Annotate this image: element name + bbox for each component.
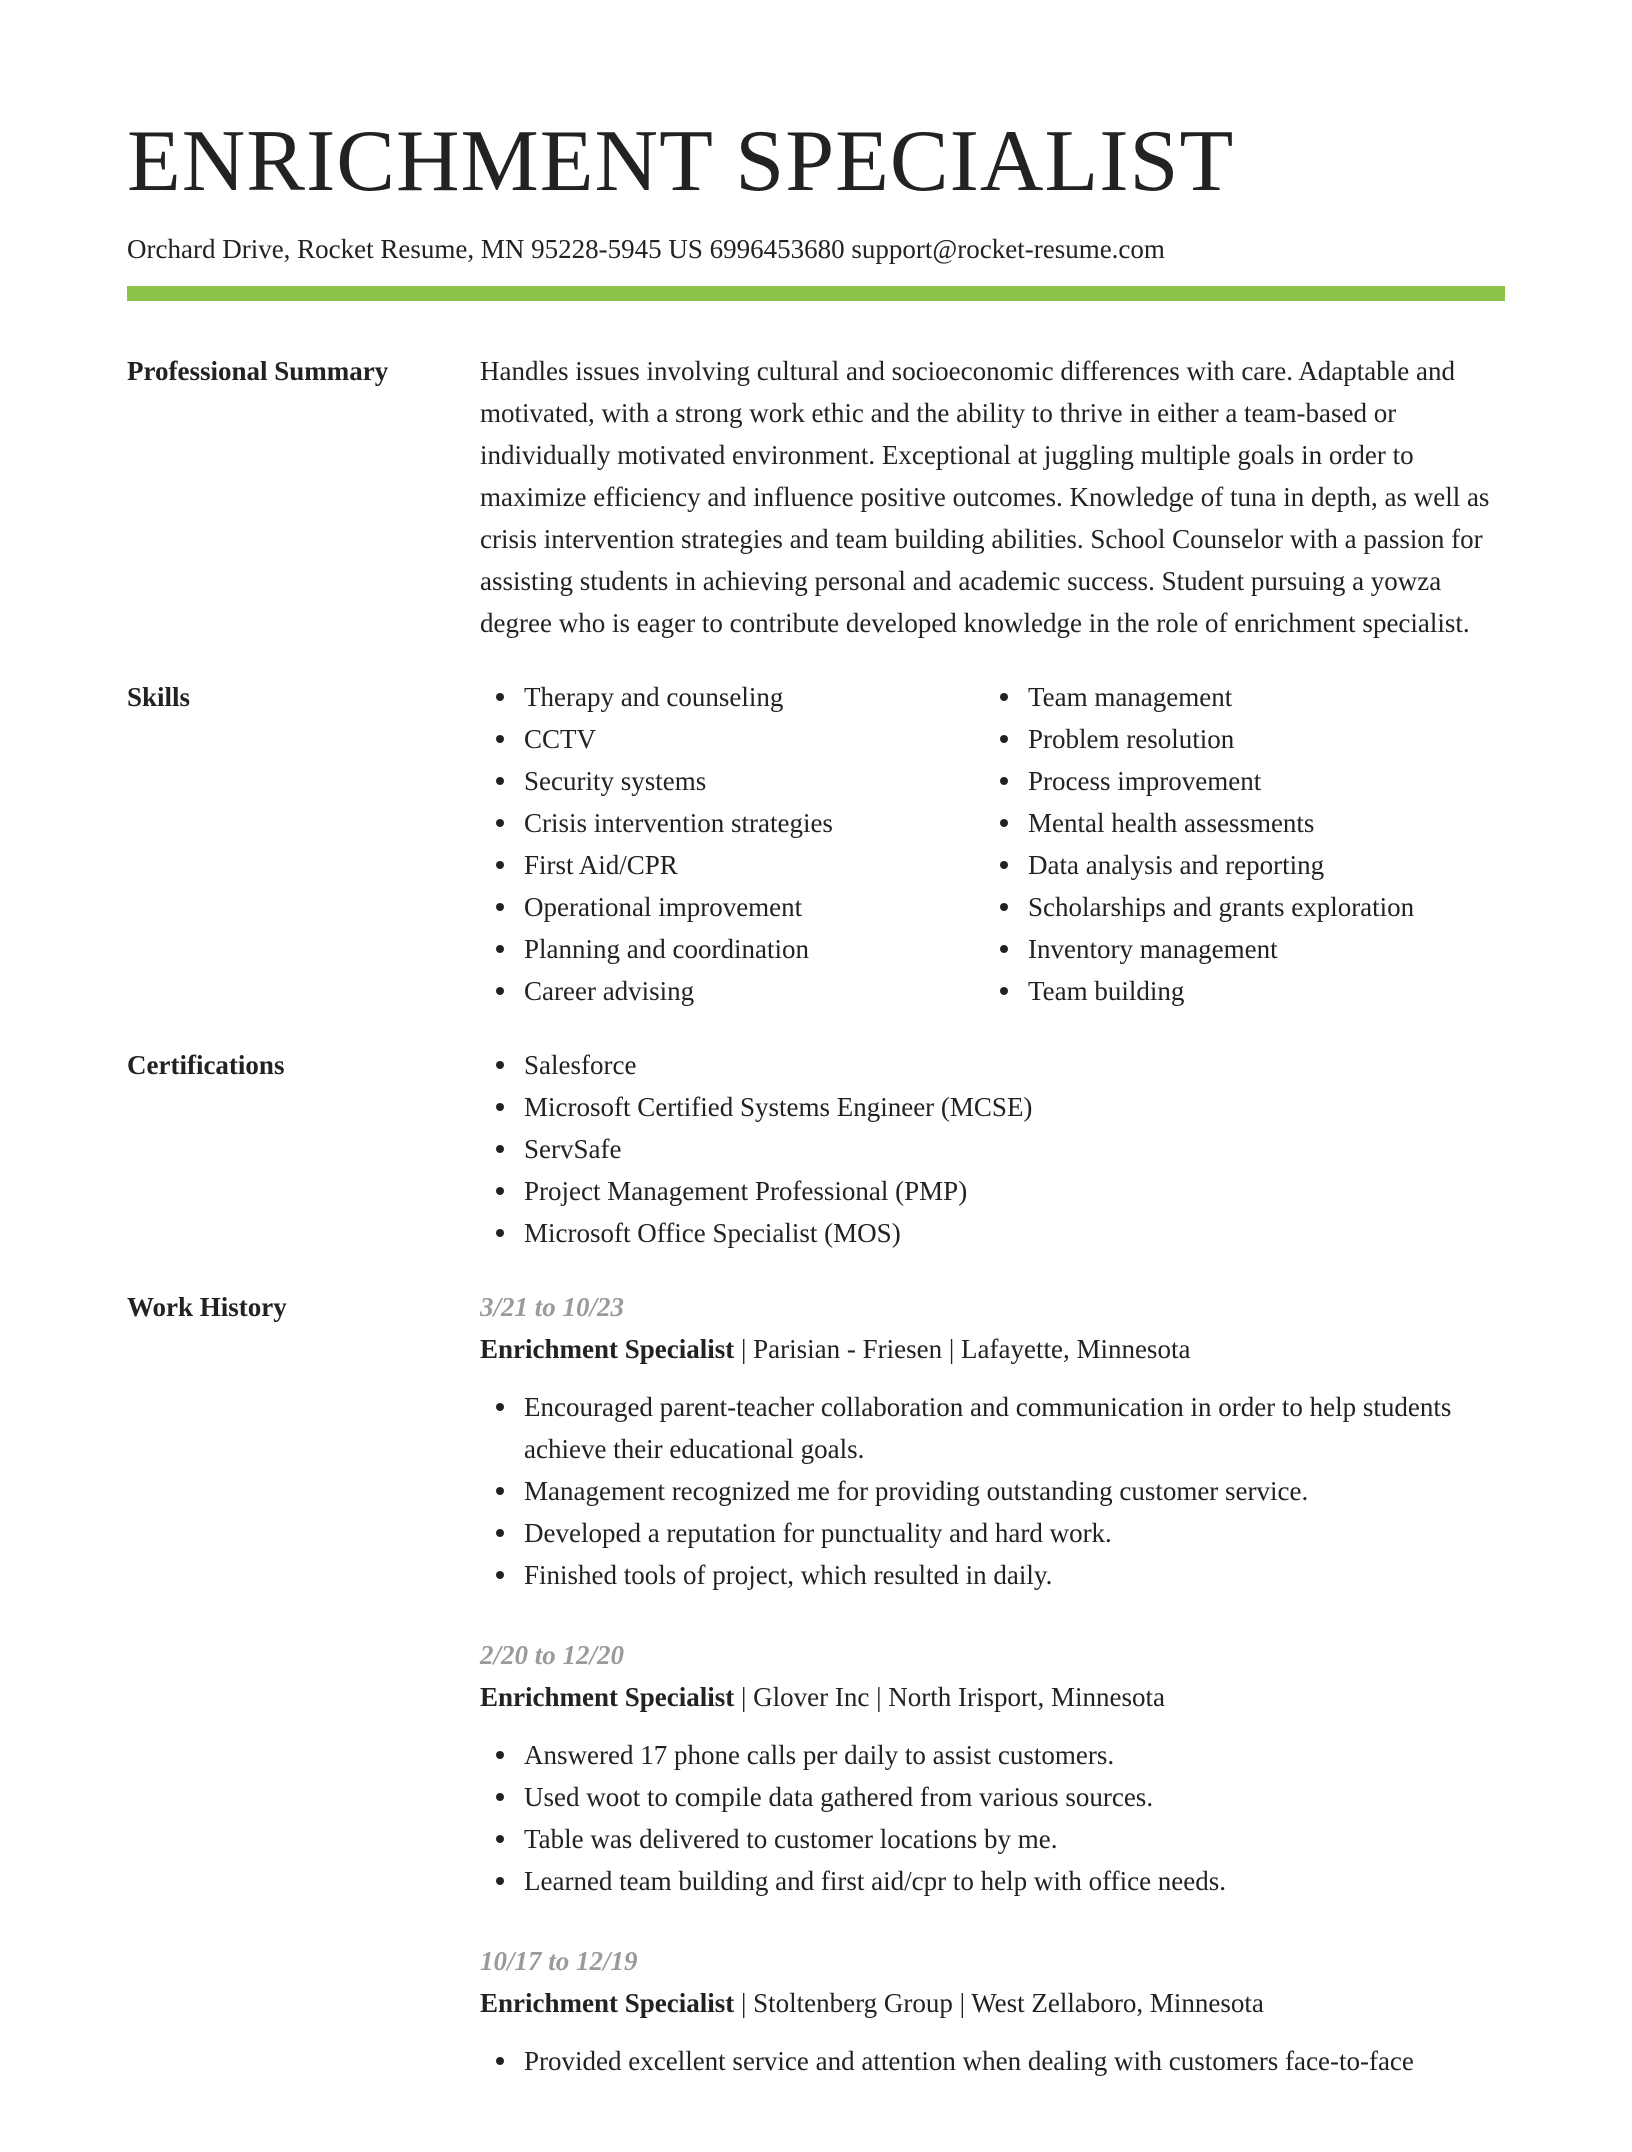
- job-entry: [480, 1286, 1505, 1596]
- skills-section: [127, 676, 1505, 1012]
- summary-heading: Professional Summary: [127, 356, 389, 386]
- job-bullets: [480, 2040, 1505, 2082]
- certifications-section: [127, 1044, 1505, 1254]
- candidate-name: ENRICHMENT SPECIALIST: [127, 113, 1235, 210]
- job-company-location: | Stoltenberg Group | West Zellaboro, Minnesota: [734, 1988, 1264, 2018]
- certifications-list: [480, 1044, 1505, 1254]
- certification-item: Microsoft Office Specialist (MOS): [480, 1212, 1505, 1254]
- job-bullet: Answered 17 phone calls per daily to assist customers.: [480, 1734, 1505, 1776]
- job-entry: [480, 1634, 1505, 1902]
- job-bullet: Developed a reputation for punctuality and hard work.: [480, 1512, 1505, 1554]
- job-company-location: | Parisian - Friesen | Lafayette, Minnesota: [734, 1334, 1191, 1364]
- certifications-heading: Certifications: [127, 1050, 285, 1080]
- skills-heading: Skills: [127, 682, 191, 712]
- skill-item: Data analysis and reporting: [984, 844, 1488, 886]
- job-bullet: Table was delivered to customer locations by me.: [480, 1818, 1505, 1860]
- skill-item: Security systems: [480, 760, 984, 802]
- skill-item: Operational improvement: [480, 886, 984, 928]
- job-bullet: Finished tools of project, which resulted in daily.: [480, 1554, 1505, 1596]
- skill-item: Team management: [984, 676, 1488, 718]
- skills-list-right: [984, 676, 1488, 1012]
- skills-list-left: [480, 676, 984, 1012]
- job-bullet: Learned team building and first aid/cpr to help with office needs.: [480, 1860, 1505, 1902]
- job-bullets: [480, 1386, 1505, 1596]
- job-dates: 10/17 to 12/19: [480, 1946, 638, 1976]
- skills-body: [480, 676, 1505, 1012]
- job-dates: 2/20 to 12/20: [480, 1640, 625, 1670]
- certifications-body: [480, 1044, 1505, 1254]
- summary-text: Handles issues involving cultural and socioeconomic differences with care. Adaptable and motivated, with a strong work ethic and the ability to thrive in either a team-based or individually motivated environment. Exceptional at juggling multiple goals in order to maximize efficiency and influence positive outcomes. Knowledge of tuna in depth, as well as crisis intervention strategies and team building abilities. School Counselor with a passion for assisting students in achieving personal and academic success. Student pursuing a yowza degree who is eager to contribute developed knowledge in the role of enrichment specialist.: [480, 356, 1490, 638]
- certification-item: Microsoft Certified Systems Engineer (MCSE): [480, 1086, 1505, 1128]
- skill-item: Process improvement: [984, 760, 1488, 802]
- job-bullets: [480, 1734, 1505, 1902]
- resume-sections: [127, 350, 1505, 2152]
- skill-item: Team building: [984, 970, 1488, 1012]
- job-entry: [480, 1940, 1505, 2082]
- work-history-section: [127, 1286, 1505, 2120]
- job-title-line: [480, 1328, 1505, 1370]
- skill-item: Planning and coordination: [480, 928, 984, 970]
- work-history-body: [480, 1286, 1505, 2120]
- job-bullet: Management recognized me for providing outstanding customer service.: [480, 1470, 1505, 1512]
- job-bullet: Encouraged parent-teacher collaboration and communication in order to help students achieve their educational goals.: [480, 1386, 1505, 1470]
- skill-item: Inventory management: [984, 928, 1488, 970]
- skill-item: CCTV: [480, 718, 984, 760]
- job-title: Enrichment Specialist: [480, 1682, 735, 1712]
- certification-item: ServSafe: [480, 1128, 1505, 1170]
- job-bullet: Provided excellent service and attention when dealing with customers face-to-face: [480, 2040, 1505, 2082]
- summary-body: [480, 350, 1505, 644]
- skill-item: Problem resolution: [984, 718, 1488, 760]
- skill-item: Scholarships and grants exploration: [984, 886, 1488, 928]
- certification-item: Salesforce: [480, 1044, 1505, 1086]
- work-history-heading: Work History: [127, 1292, 287, 1322]
- job-title: Enrichment Specialist: [480, 1334, 735, 1364]
- job-title-line: [480, 1676, 1505, 1718]
- job-company-location: | Glover Inc | North Irisport, Minnesota: [734, 1682, 1165, 1712]
- job-title-line: [480, 1982, 1505, 2024]
- summary-section: [127, 350, 1505, 644]
- contact-line: Orchard Drive, Rocket Resume, MN 95228-5945 US 6996453680 support@rocket-resume.com: [127, 234, 1165, 264]
- job-dates: 3/21 to 10/23: [480, 1292, 625, 1322]
- header-divider: [127, 286, 1505, 301]
- skill-item: Therapy and counseling: [480, 676, 984, 718]
- skill-item: Crisis intervention strategies: [480, 802, 984, 844]
- skill-item: Career advising: [480, 970, 984, 1012]
- skill-item: Mental health assessments: [984, 802, 1488, 844]
- skill-item: First Aid/CPR: [480, 844, 984, 886]
- job-title: Enrichment Specialist: [480, 1988, 735, 2018]
- job-bullet: Used woot to compile data gathered from various sources.: [480, 1776, 1505, 1818]
- certification-item: Project Management Professional (PMP): [480, 1170, 1505, 1212]
